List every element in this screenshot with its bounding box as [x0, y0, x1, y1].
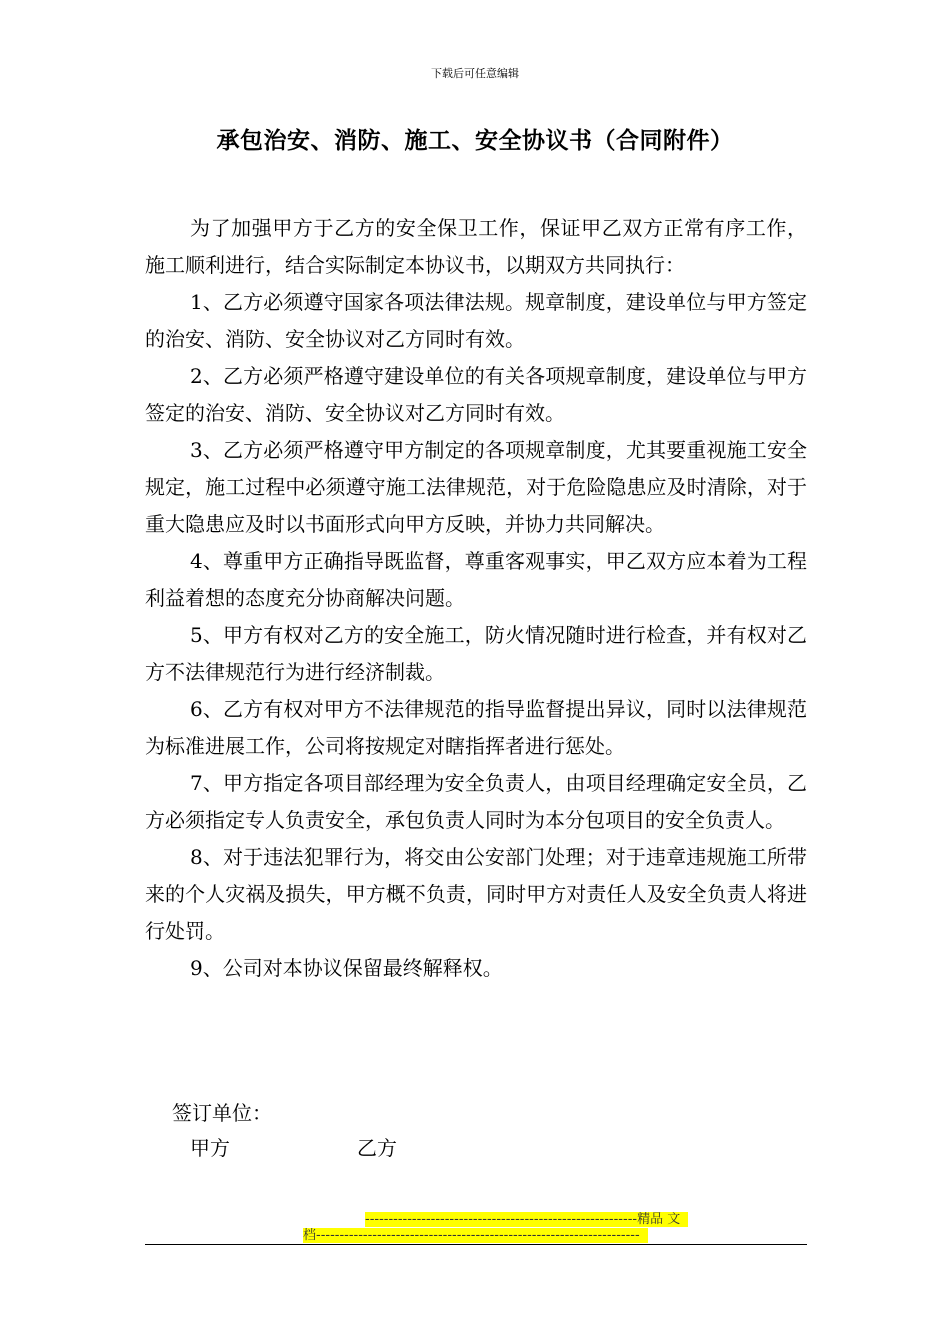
party-a-label: 甲方	[190, 1136, 230, 1160]
clause-5: 5、甲方有权对乙方的安全施工，防火情况随时进行检查，并有权对乙方不法律规范行为进行经济制裁。	[145, 623, 807, 684]
document-body	[145, 210, 807, 987]
clause-7: 7、甲方指定各项目部经理为安全负责人，由项目经理确定安全员，乙方必须指定专人负责安全，承包负责人同时为本分包项目的安全负责人。	[145, 771, 807, 832]
footer-divider	[145, 1244, 807, 1245]
footer-watermark-line-2: 档---------------------------------------------------------------------	[303, 1228, 648, 1243]
clause-6: 6、乙方有权对甲方不法律规范的指导监督提出异议，同时以法律规范为标准进展工作，公司将按规定对瞎指挥者进行惩处。	[145, 697, 807, 758]
party-b-label: 乙方	[357, 1136, 397, 1160]
footer-watermark-line-1: ----------------------------------------------------------精品 文	[365, 1212, 688, 1227]
clause-8: 8、对于违法犯罪行为，将交由公安部门处理；对于违章违规施工所带来的个人灾祸及损失，甲方概不负责，同时甲方对责任人及安全负责人将进行处罚。	[145, 845, 807, 943]
clause-2: 2、乙方必须严格遵守建设单位的有关各项规章制度，建设单位与甲方签定的治安、消防、安全协议对乙方同时有效。	[145, 364, 807, 425]
signature-label: 签订单位：	[172, 1101, 272, 1125]
clause-4: 4、尊重甲方正确指导既监督，尊重客观事实，甲乙双方应本着为工程利益着想的态度充分协商解决问题。	[145, 549, 807, 610]
clause-3: 3、乙方必须严格遵守甲方制定的各项规章制度，尤其要重视施工安全规定，施工过程中必须遵守施工法律规范，对于危险隐患应及时清除，对于重大隐患应及时以书面形式向甲方反映，并协力共同解决。	[145, 438, 807, 536]
intro-paragraph: 为了加强甲方于乙方的安全保卫工作，保证甲乙双方正常有序工作，施工顺利进行，结合实际制定本协议书，以期双方共同执行：	[145, 216, 807, 277]
clause-1: 1、乙方必须遵守国家各项法律法规。规章制度，建设单位与甲方签定的治安、消防、安全协议对乙方同时有效。	[145, 290, 807, 351]
clause-9: 9、公司对本协议保留最终解释权。	[190, 956, 503, 980]
header-note: 下载后可任意编辑	[431, 67, 519, 80]
document-title: 承包治安、消防、施工、安全协议书（合同附件）	[216, 127, 734, 154]
